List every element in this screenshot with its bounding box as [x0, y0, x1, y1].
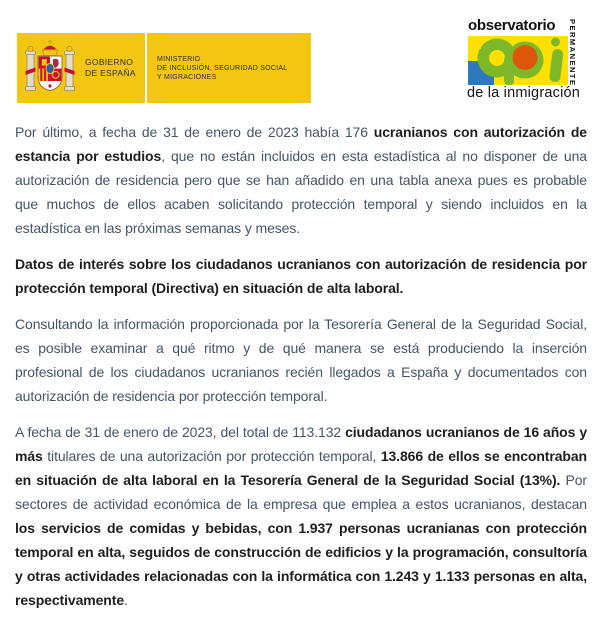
text-segment: Por sectores de actividad económica de la empresa que emplea a estos ucranianos, destacan	[15, 472, 587, 512]
opi-graphic-icon	[468, 36, 568, 85]
text-segment: A fecha de 31 de enero de 2023, del total de 113.132	[15, 424, 346, 440]
paragraph-heading-datos-interes	[15, 252, 587, 300]
paragraph-estancia-estudios	[15, 120, 587, 240]
text-segment: Consultando la información proporcionada por la Tesorería General de la Seguridad Social, es posible examinar a qué ritmo y de qué manera se está produciendo la inserción profesional de los ciudadanos ucranianos recién llegados a España y documentados con autorización de residencia por protección temporal.	[15, 316, 587, 404]
ministry-line3: Y MIGRACIONES	[157, 74, 217, 81]
opi-wordmark-inmigracion: de la inmigración	[467, 85, 581, 101]
bold-text-segment: 13.866 de ellos se encontraban en situación de alta laboral en la Tesorería General de la Seguridad Social (13%).	[15, 448, 587, 488]
bold-text-segment: ciudadanos ucranianos de 16 años y más	[15, 424, 588, 464]
opi-logo	[466, 14, 584, 108]
text-segment: Por último, a fecha de 31 de enero de 2023 había 176	[15, 124, 374, 140]
text-segment: .	[124, 592, 128, 608]
gobierno-line2: DE ESPAÑA	[85, 67, 136, 78]
paragraph-alta-laboral	[15, 420, 587, 612]
bold-text-segment: los servicios de comidas y bebidas, con 1.937 personas ucranianas con protección temporal en alta, seguidos de construcción de edificios y la programación, consultoría y otras actividades relacionadas con la informática con 1.243 y 1.133 personas en alta, respectivamente	[15, 520, 587, 608]
text-segment: titulares de una autorización por protección temporal,	[42, 448, 381, 464]
gobierno-line1: GOBIERNO	[85, 57, 134, 67]
spain-coat-of-arms-icon	[25, 38, 75, 98]
opi-wordmark-observatorio: observatorio	[468, 17, 556, 34]
text-segment: , que no están incluidos en esta estadística al no disponer de una autorización de residencia pero que se han añadido en una tabla anexa pues es probable que muchos de ellos acaben solicitando protección temporal y siendo incluidos en la estadística en las próximas semanas y meses.	[15, 148, 587, 236]
ministry-line1: MINISTERIO	[157, 56, 201, 63]
ministry-label	[157, 55, 287, 82]
ministry-line2: DE INCLUSIÓN, SEGURIDAD SOCIAL	[157, 65, 288, 72]
opi-wordmark-permanente: PERMANENTE	[568, 19, 577, 87]
logo-divider	[145, 33, 147, 103]
gobierno-espana-logo	[17, 33, 311, 103]
bold-text-segment: ucranianos con autorización de estancia por estudios	[15, 124, 587, 164]
paragraph-consultando-informacion	[15, 312, 587, 408]
document-text	[15, 120, 587, 624]
gobierno-label	[85, 57, 136, 78]
bold-text-segment: Datos de interés sobre los ciudadanos ucranianos con autorización de residencia por protección temporal (Directiva) en situación de alta laboral.	[15, 256, 587, 296]
